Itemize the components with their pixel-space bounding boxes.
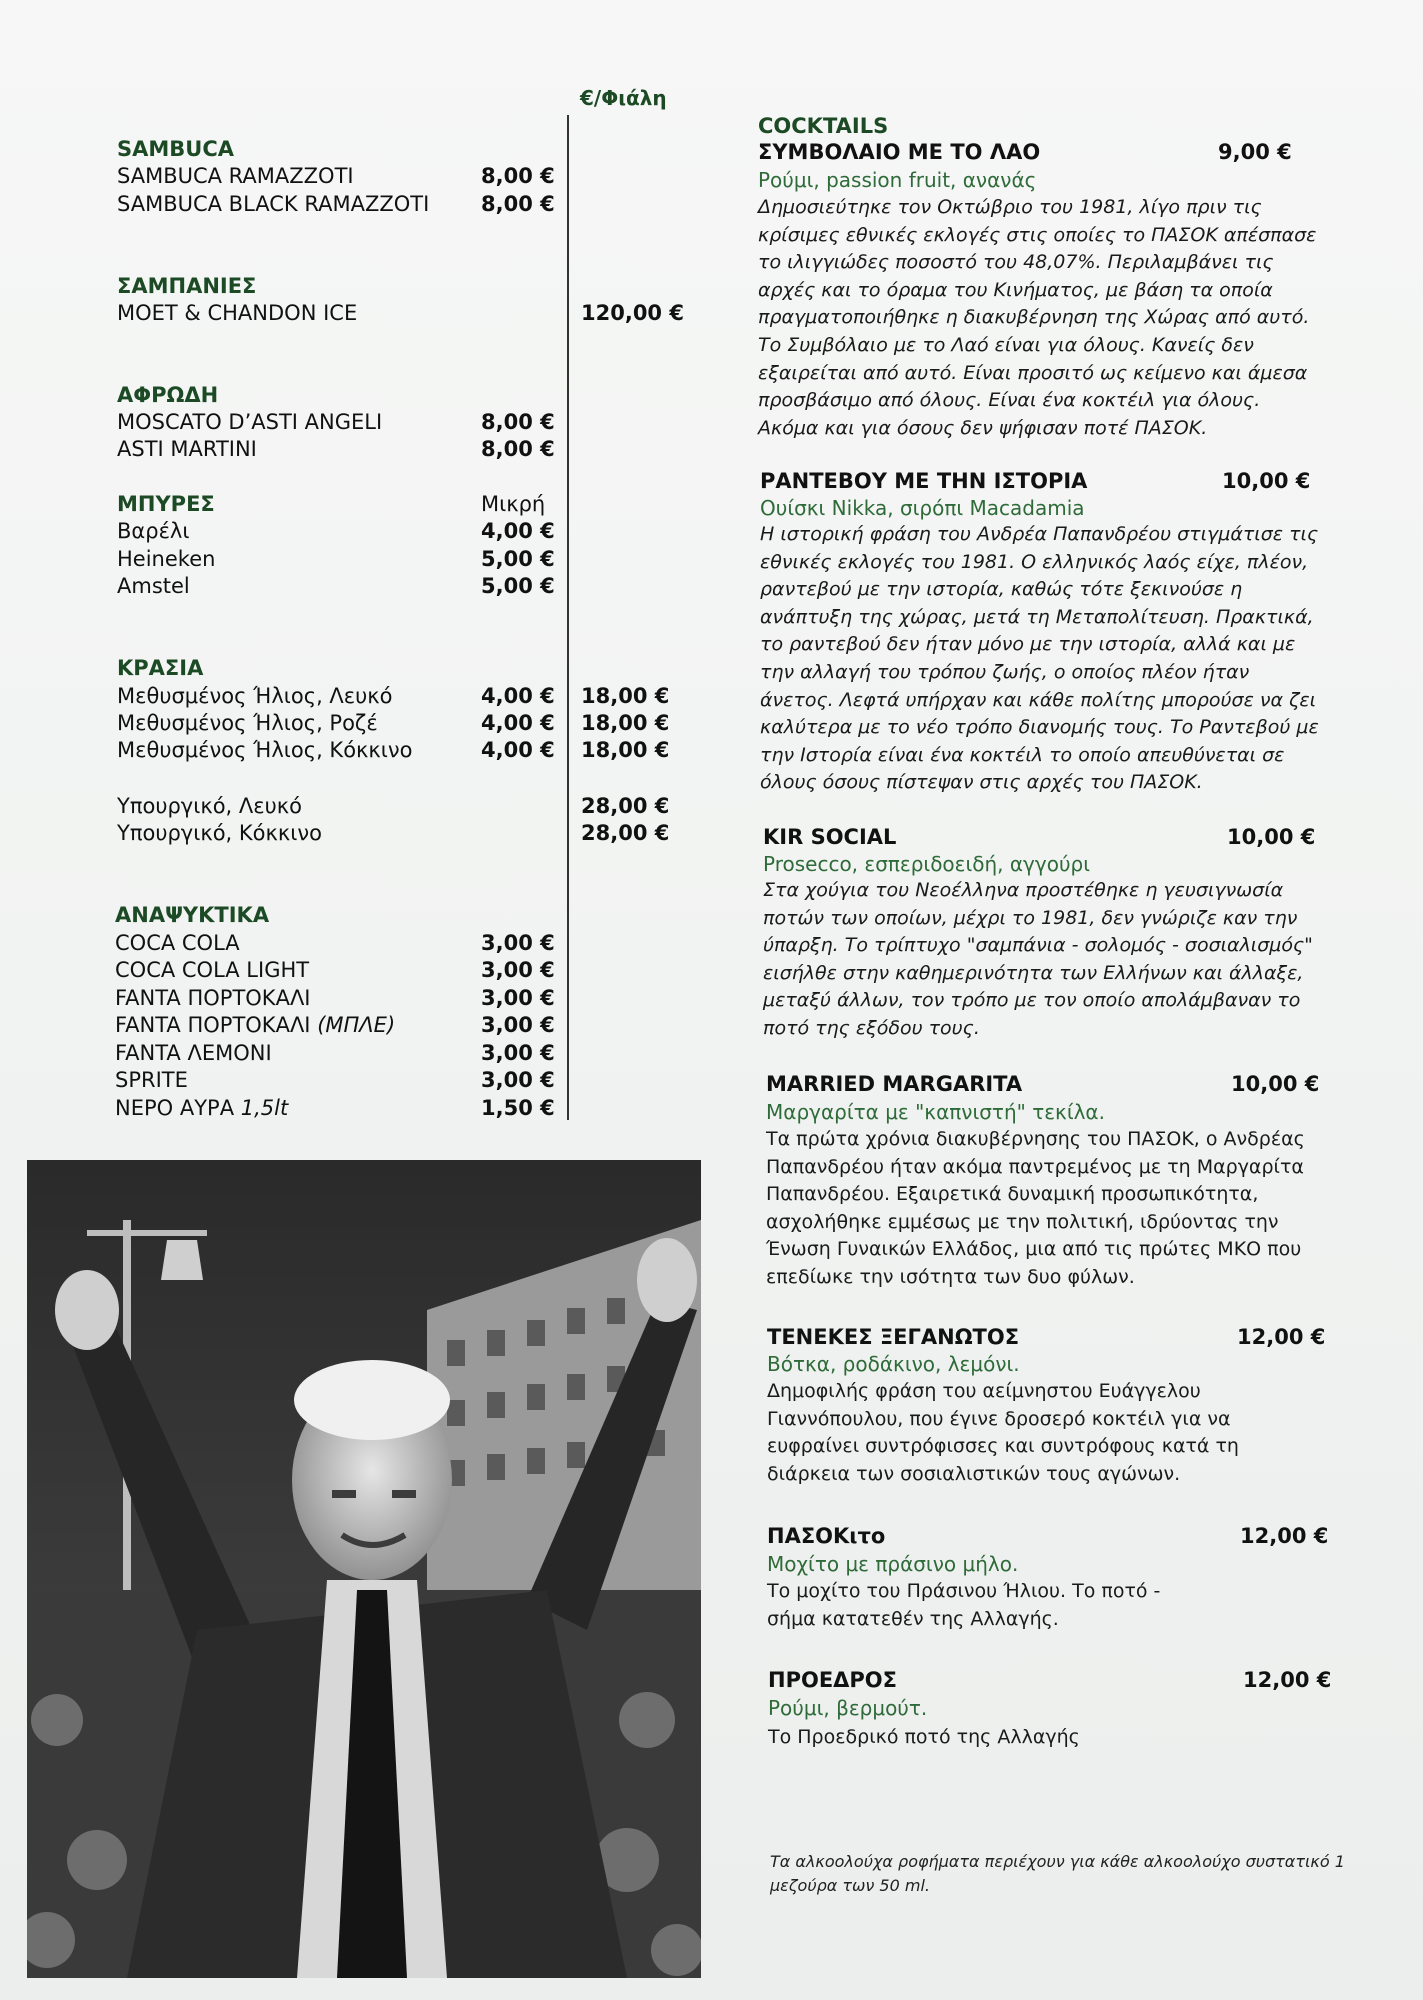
glass-price: 4,00 € bbox=[481, 519, 555, 543]
cocktail-name: ΠΑΣΟΚιτο bbox=[767, 1524, 886, 1548]
cocktail-description: Το Προεδρικό ποτό της Αλλαγής bbox=[768, 1726, 1080, 1748]
cocktail-name: ΠΡΟΕΔΡΟΣ bbox=[768, 1668, 898, 1692]
cocktail-price: 10,00 € bbox=[1227, 825, 1316, 849]
glass-price: 3,00 € bbox=[481, 1068, 555, 1092]
cocktail-name: ΤΕΝΕΚΕΣ ΞΕΓΑΝΩΤΟΣ bbox=[767, 1325, 1020, 1349]
cocktail-price: 9,00 € bbox=[1218, 140, 1292, 164]
glass-price: 3,00 € bbox=[481, 986, 555, 1010]
glass-price: 8,00 € bbox=[481, 410, 555, 434]
cocktail-ingredients: Ρούμι, passion fruit, ανανάς bbox=[758, 168, 1037, 192]
glass-price: 3,00 € bbox=[481, 931, 555, 955]
glass-price: 5,00 € bbox=[481, 574, 555, 598]
alcohol-footnote: Τα αλκοολούχα ροφήματα περιέχουν για κάθε αλκοολούχο συστατικό 1 μεζούρα των 50 ml. bbox=[770, 1852, 1345, 1895]
menu-item-name: SPRITE bbox=[115, 1068, 188, 1092]
per-bottle-header: €/Φιάλη bbox=[580, 86, 667, 110]
section-title-soft-drinks: ΑΝΑΨΥΚΤΙΚΑ bbox=[115, 903, 270, 927]
glass-price: 3,00 € bbox=[481, 1041, 555, 1065]
section-title-sambuca: SAMBUCA bbox=[117, 137, 234, 161]
bottle-price: 120,00 € bbox=[581, 301, 684, 325]
cocktail-description: Στα χούγια του Νεοέλληνα προστέθηκε η γευσιγνωσία ποτών των οποίων, μέχρι το 1981, δεν γνώριζε καν την ύπαρξη. Το τρίπτυχο "σαμπάνια - σολομός - σοσιαλισμός" εισήλθε στην καθημερινότητα των Ελλήνων και άλλαξε, μεταξύ άλλων, τον τρόπο με τον οποίο απολάμβαναν το ποτό της εξόδου τους. bbox=[763, 879, 1313, 1039]
cocktail-description: Η ιστορική φράση του Ανδρέα Παπανδρέου στιγμάτισε τις εθνικές εκλογές του 1981. Ο ελληνικός λαός είχε, πλέον, ραντεβού με την ιστορία, καθώς τότε ξεκινούσε η ανάπτυξη της χώρας, μετά τη Μεταπολίτευση. Πρακτικά, το ραντεβού δεν ήταν μόνο με την ιστορία, αλλά και με την αλλαγή του τρόπου ζωής, ο οποίος πλέον ήταν άνετος. Λεφτά υπήρχαν και κάθε πολίτης μπορούσε να ζει καλύτερα με το νέο τρόπο διανομής τους. Το Ραντεβού με την Ιστορία είναι ένα κοκτέιλ το οποίο απευθύνεται σε όλους όσους πίστεψαν στις αρχές του ΠΑΣΟΚ. bbox=[760, 523, 1319, 794]
cocktail-ingredients: Ρούμι, βερμούτ. bbox=[768, 1696, 928, 1720]
cocktail-description: Το μοχίτο του Πράσινου Ήλιου. Το ποτό - σήμα κατατεθέν της Αλλαγής. bbox=[767, 1580, 1161, 1630]
cocktail-ingredients: Μοχίτο με πράσινο μήλο. bbox=[767, 1552, 1019, 1576]
bottle-price: 18,00 € bbox=[581, 684, 670, 708]
menu-item-name: SAMBUCA RAMAZZOTI bbox=[117, 164, 354, 188]
cocktail-price: 12,00 € bbox=[1240, 1524, 1329, 1548]
glass-price: 8,00 € bbox=[481, 164, 555, 188]
cocktail-description: Δημοφιλής φράση του αείμνηστου Ευάγγελου Γιαννόπουλου, που έγινε δροσερό κοκτέιλ για να ευφραίνει συντρόφισσες και συντρόφους κατά τη διάρκεια των σοσιαλιστικών τους αγώνων. bbox=[767, 1380, 1239, 1485]
item-name-suffix: (ΜΠΛΕ) bbox=[317, 1013, 396, 1037]
archival-photo bbox=[27, 1160, 701, 1978]
menu-item-name: COCA COLA bbox=[115, 931, 240, 955]
menu-item-name bbox=[115, 1096, 288, 1120]
section-title-wines: ΚΡΑΣΙΑ bbox=[117, 656, 204, 680]
menu-item-name: Amstel bbox=[117, 574, 190, 598]
section-title-beers: ΜΠΥΡΕΣ bbox=[117, 492, 215, 516]
menu-item-name: Υπουργικό, Λευκό bbox=[117, 794, 303, 818]
glass-price: 1,50 € bbox=[481, 1096, 555, 1120]
section-title-cocktails: COCKTAILS bbox=[758, 114, 889, 138]
item-name-main: ΝΕΡΟ ΑΥΡΑ bbox=[115, 1096, 235, 1120]
menu-item-name: COCA COLA LIGHT bbox=[115, 958, 310, 982]
menu-item-name: Μεθυσμένος Ήλιος, Λευκό bbox=[117, 684, 393, 708]
section-title-champagnes: ΣΑΜΠΑΝΙΕΣ bbox=[117, 274, 257, 298]
cocktail-price: 12,00 € bbox=[1237, 1325, 1326, 1349]
section-title-sparkling: ΑΦΡΩΔΗ bbox=[117, 383, 219, 407]
column-divider bbox=[567, 115, 569, 1120]
bottle-price: 18,00 € bbox=[581, 711, 670, 735]
cocktail-name: KIR SOCIAL bbox=[763, 825, 897, 849]
cocktail-ingredients: Βότκα, ροδάκινο, λεμόνι. bbox=[767, 1352, 1020, 1376]
item-name-main: FANTA ΠΟΡΤΟΚΑΛΙ bbox=[115, 1013, 311, 1037]
cocktail-description: Τα πρώτα χρόνια διακυβέρνησης του ΠΑΣΟΚ, ο Ανδρέας Παπανδρέου ήταν ακόμα παντρεμένος με τη Μαργαρίτα Παπανδρέου. Εξαιρετικά δυναμική προσωπικότητα, ασχολήθηκε εμμέσως με την πολιτική, ιδρύοντας την Ένωση Γυναικών Ελλάδος, μια από τις πρώτες ΜΚΟ που επεδίωκε την ισότητα των δυο φύλων. bbox=[766, 1128, 1305, 1288]
glass-price: 8,00 € bbox=[481, 437, 555, 461]
cocktail-ingredients: Ουίσκι Nikka, σιρόπι Macadamia bbox=[760, 496, 1085, 520]
cocktail-name: ΣΥΜΒΟΛΑΙΟ ΜΕ ΤΟ ΛΑΟ bbox=[758, 140, 1041, 164]
menu-item-name: Υπουργικό, Κόκκινο bbox=[117, 821, 322, 845]
size-label: Μικρή bbox=[481, 492, 546, 516]
glass-price: 5,00 € bbox=[481, 547, 555, 571]
menu-item-name: FANTA ΠΟΡΤΟΚΑΛΙ bbox=[115, 986, 311, 1010]
glass-price: 8,00 € bbox=[481, 192, 555, 216]
cocktail-price: 10,00 € bbox=[1222, 469, 1311, 493]
glass-price: 4,00 € bbox=[481, 684, 555, 708]
menu-item-name: MOSCATO D’ASTI ANGELI bbox=[117, 410, 383, 434]
cocktail-price: 12,00 € bbox=[1243, 1668, 1332, 1692]
glass-price: 3,00 € bbox=[481, 958, 555, 982]
cocktail-ingredients: Μαργαρίτα με "καπνιστή" τεκίλα. bbox=[766, 1100, 1105, 1124]
cocktail-name: ΡΑΝΤΕΒΟΥ ΜΕ ΤΗΝ ΙΣΤΟΡΙΑ bbox=[760, 469, 1088, 493]
menu-item-name: ASTI MARTINI bbox=[117, 437, 257, 461]
bottle-price: 18,00 € bbox=[581, 738, 670, 762]
cocktail-description: Δημοσιεύτηκε τον Οκτώβριο του 1981, λίγο πριν τις κρίσιμες εθνικές εκλογές στις οποίες το ΠΑΣΟΚ απέσπασε το ιλιγγιώδες ποσοστό του 48,07%. Περιλαμβάνει τις αρχές και το όραμα του Κινήματος, με βάση τα οποία πραγματοποιήθηκε η διακυβέρνηση της Χώρας από αυτό. Το Συμβόλαιο με το Λαό είναι για όλους. Κανείς δεν εξαιρείται από αυτό. Είναι προσιτό ως κείμενο και άμεσα προσβάσιμο από όλους. Είναι ένα κοκτέιλ για όλους. Ακόμα και για όσους δεν ψήφισαν ποτέ ΠΑΣΟΚ. bbox=[758, 196, 1317, 439]
menu-item-name: SAMBUCA BLACK RAMAZZOTI bbox=[117, 192, 430, 216]
menu-item-name: Βαρέλι bbox=[117, 519, 190, 543]
menu-item-name: MOET & CHANDON ICE bbox=[117, 301, 358, 325]
menu-item-name: FANTA ΛΕΜΟΝΙ bbox=[115, 1041, 272, 1065]
menu-item-name: Heineken bbox=[117, 547, 216, 571]
item-name-suffix: 1,5lt bbox=[240, 1096, 289, 1120]
glass-price: 3,00 € bbox=[481, 1013, 555, 1037]
glass-price: 4,00 € bbox=[481, 711, 555, 735]
glass-price: 4,00 € bbox=[481, 738, 555, 762]
bottle-price: 28,00 € bbox=[581, 794, 670, 818]
menu-item-name bbox=[115, 1013, 395, 1037]
menu-item-name: Μεθυσμένος Ήλιος, Ροζέ bbox=[117, 711, 378, 735]
cocktail-name: MARRIED MARGARITA bbox=[766, 1072, 1023, 1096]
bottle-price: 28,00 € bbox=[581, 821, 670, 845]
cocktail-price: 10,00 € bbox=[1231, 1072, 1320, 1096]
photo-illustration bbox=[27, 1160, 701, 1978]
menu-item-name: Μεθυσμένος Ήλιος, Κόκκινο bbox=[117, 738, 413, 762]
cocktail-ingredients: Prosecco, εσπεριδοειδή, αγγούρι bbox=[763, 852, 1091, 876]
